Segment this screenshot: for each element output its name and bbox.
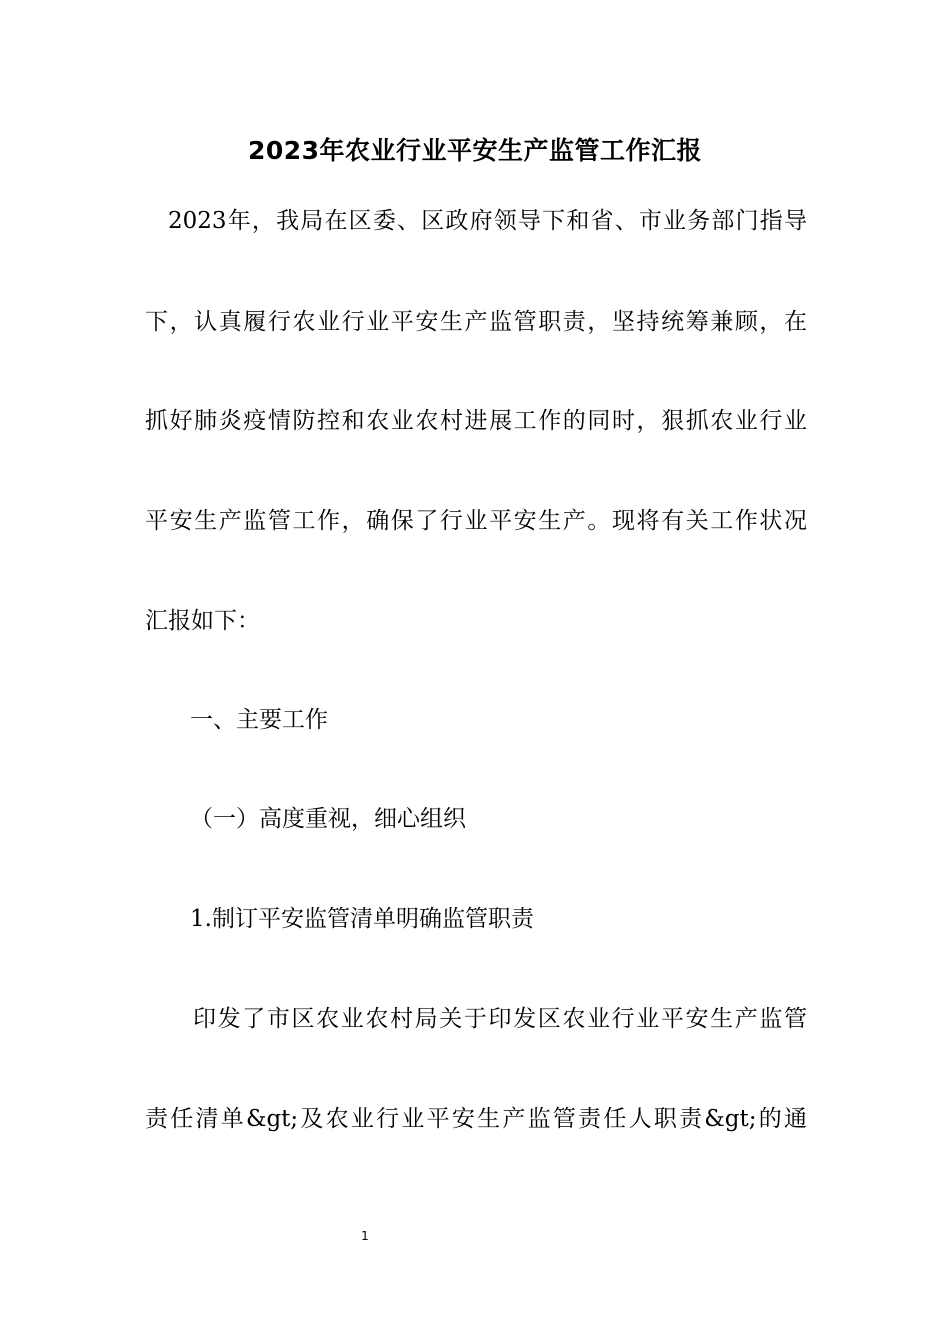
paragraph-line-5: 汇报如下： [145, 608, 260, 634]
section-heading: 一、主要工作 [190, 707, 328, 733]
document-title: 2023年农业行业平安生产监管工作汇报 [247, 136, 703, 165]
paragraph-line-4: 平安生产监管工作，确保了行业平安生产。现将有关工作状况 [145, 508, 807, 534]
item-heading: 1.制订平安监管清单明确监管职责 [190, 906, 534, 932]
page-number: 1 [361, 1229, 369, 1243]
paragraph-line-7: 责任清单&gt;及农业行业平安生产监管责任人职责&gt;的通 [145, 1106, 807, 1132]
paragraph-line-3: 抓好肺炎疫情防控和农业农村进展工作的同时，狠抓农业行业 [145, 408, 807, 434]
subsection-heading: （一）高度重视，细心组织 [190, 806, 466, 832]
paragraph-line-1: 2023年，我局在区委、区政府领导下和省、市业务部门指导 [168, 208, 807, 234]
paragraph-line-6: 印发了市区农业农村局关于印发区农业行业平安生产监管 [193, 1006, 807, 1032]
paragraph-line-2: 下，认真履行农业行业平安生产监管职责，坚持统筹兼顾，在 [145, 309, 807, 335]
